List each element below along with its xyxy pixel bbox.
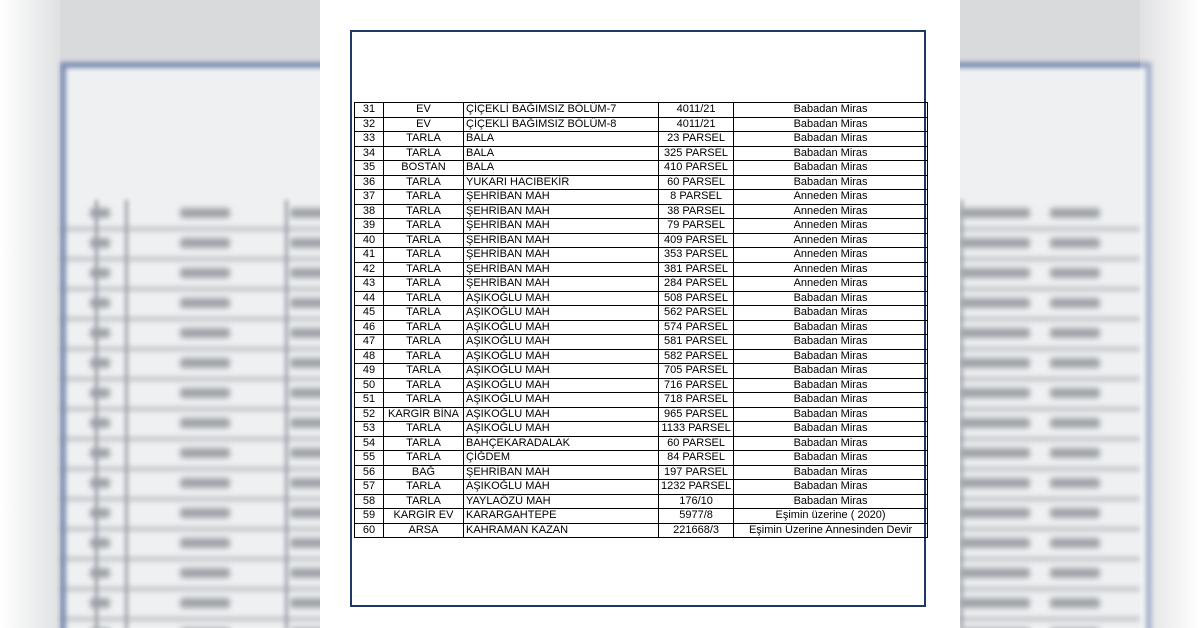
acquisition-source-cell: Anneden Miras (734, 262, 928, 277)
acquisition-source-cell: Anneden Miras (734, 204, 928, 219)
blurred-text-block (1050, 358, 1100, 368)
table-row (355, 161, 928, 176)
acquisition-source-cell: Babadan Miras (734, 306, 928, 321)
table-row (355, 465, 928, 480)
blurred-text-block (180, 538, 230, 548)
parcel-number-cell: 718 PARSEL (659, 393, 734, 408)
table-row (355, 204, 928, 219)
location-cell: AŞIKOĞLU MAH (464, 364, 659, 379)
blurred-text-block (180, 328, 230, 338)
row-number-cell: 36 (355, 175, 384, 190)
blurred-text-block (180, 508, 230, 518)
table-row (355, 117, 928, 132)
table-row (355, 523, 928, 538)
blurred-text-block (960, 238, 1030, 248)
parcel-number-cell: 1133 PARSEL (659, 422, 734, 437)
blurred-text-block (90, 538, 110, 548)
location-cell: AŞIKOĞLU MAH (464, 480, 659, 495)
property-type-cell: TARLA (384, 494, 464, 509)
table-row (355, 233, 928, 248)
blurred-text-block (1050, 568, 1100, 578)
property-type-cell: TARLA (384, 335, 464, 350)
row-number-cell: 35 (355, 161, 384, 176)
acquisition-source-cell: Babadan Miras (734, 320, 928, 335)
row-number-cell: 44 (355, 291, 384, 306)
blurred-text-block (960, 388, 1030, 398)
blurred-text-block (960, 418, 1030, 428)
acquisition-source-cell: Babadan Miras (734, 349, 928, 364)
row-number-cell: 47 (355, 335, 384, 350)
parcel-number-cell: 1232 PARSEL (659, 480, 734, 495)
row-number-cell: 33 (355, 132, 384, 147)
blurred-text-block (180, 568, 230, 578)
acquisition-source-cell: Babadan Miras (734, 103, 928, 118)
property-type-cell: TARLA (384, 378, 464, 393)
blurred-text-block (1050, 268, 1100, 278)
acquisition-source-cell: Babadan Miras (734, 117, 928, 132)
acquisition-source-cell: Babadan Miras (734, 465, 928, 480)
property-type-cell: TARLA (384, 480, 464, 495)
row-number-cell: 32 (355, 117, 384, 132)
row-number-cell: 34 (355, 146, 384, 161)
location-cell: ŞEHRİBAN MAH (464, 262, 659, 277)
property-type-cell: EV (384, 117, 464, 132)
acquisition-source-cell: Babadan Miras (734, 480, 928, 495)
blurred-text-block (90, 508, 110, 518)
row-number-cell: 50 (355, 378, 384, 393)
property-type-cell: KARGİR EV (384, 509, 464, 524)
blurred-text-block (1050, 598, 1100, 608)
blurred-text-block (960, 268, 1030, 278)
blurred-text-block (960, 298, 1030, 308)
blurred-text-block (90, 328, 110, 338)
table-row (355, 451, 928, 466)
row-number-cell: 48 (355, 349, 384, 364)
location-cell: YUKARI HACIBEKİR (464, 175, 659, 190)
parcel-number-cell: 4011/21 (659, 117, 734, 132)
location-cell: ŞEHRİBAN MAH (464, 219, 659, 234)
parcel-number-cell: 176/10 (659, 494, 734, 509)
parcel-number-cell: 582 PARSEL (659, 349, 734, 364)
location-cell: BALA (464, 161, 659, 176)
parcel-number-cell: 965 PARSEL (659, 407, 734, 422)
acquisition-source-cell: Babadan Miras (734, 393, 928, 408)
blurred-text-block (960, 568, 1030, 578)
edge-fade (1140, 0, 1200, 628)
acquisition-source-cell: Eşimin Üzerine Annesinden Devir (734, 523, 928, 538)
location-cell: BALA (464, 146, 659, 161)
blurred-text-block (180, 388, 230, 398)
blurred-text-block (180, 268, 230, 278)
blurred-text-block (1050, 208, 1100, 218)
table-row (355, 320, 928, 335)
table-row (355, 262, 928, 277)
location-cell: AŞIKOĞLU MAH (464, 320, 659, 335)
blurred-text-block (960, 508, 1030, 518)
blurred-text-block (90, 418, 110, 428)
row-number-cell: 52 (355, 407, 384, 422)
row-number-cell: 59 (355, 509, 384, 524)
table-row (355, 219, 928, 234)
blurred-divider (285, 200, 288, 628)
property-type-cell: EV (384, 103, 464, 118)
table-row (355, 494, 928, 509)
acquisition-source-cell: Eşimin üzerine ( 2020) (734, 509, 928, 524)
property-type-cell: TARLA (384, 320, 464, 335)
table-row (355, 146, 928, 161)
blurred-text-block (90, 298, 110, 308)
acquisition-source-cell: Anneden Miras (734, 277, 928, 292)
acquisition-source-cell: Anneden Miras (734, 233, 928, 248)
acquisition-source-cell: Babadan Miras (734, 161, 928, 176)
parcel-number-cell: 38 PARSEL (659, 204, 734, 219)
parcel-number-cell: 84 PARSEL (659, 451, 734, 466)
blurred-text-block (1050, 388, 1100, 398)
property-type-cell: BOSTAN (384, 161, 464, 176)
parcel-number-cell: 353 PARSEL (659, 248, 734, 263)
row-number-cell: 37 (355, 190, 384, 205)
location-cell: ŞEHRİBAN MAH (464, 248, 659, 263)
parcel-number-cell: 284 PARSEL (659, 277, 734, 292)
row-number-cell: 51 (355, 393, 384, 408)
parcel-number-cell: 508 PARSEL (659, 291, 734, 306)
location-cell: ŞEHRİBAN MAH (464, 190, 659, 205)
row-number-cell: 31 (355, 103, 384, 118)
blurred-text-block (960, 598, 1030, 608)
row-number-cell: 54 (355, 436, 384, 451)
property-type-cell: TARLA (384, 132, 464, 147)
property-type-cell: TARLA (384, 248, 464, 263)
row-number-cell: 56 (355, 465, 384, 480)
table-row (355, 277, 928, 292)
blurred-text-block (180, 358, 230, 368)
table-row (355, 306, 928, 321)
property-type-cell: TARLA (384, 451, 464, 466)
blurred-text-block (180, 298, 230, 308)
table-row (355, 364, 928, 379)
location-cell: AŞIKOĞLU MAH (464, 422, 659, 437)
row-number-cell: 60 (355, 523, 384, 538)
property-type-cell: TARLA (384, 277, 464, 292)
location-cell: ŞEHRİBAN MAH (464, 204, 659, 219)
property-type-cell: KARGİR BİNA (384, 407, 464, 422)
parcel-number-cell: 4011/21 (659, 103, 734, 118)
table-row (355, 422, 928, 437)
row-number-cell: 45 (355, 306, 384, 321)
location-cell: AŞIKOĞLU MAH (464, 378, 659, 393)
property-type-cell: TARLA (384, 306, 464, 321)
row-number-cell: 39 (355, 219, 384, 234)
blurred-divider (95, 200, 98, 628)
table-row (355, 407, 928, 422)
acquisition-source-cell: Anneden Miras (734, 190, 928, 205)
blurred-text-block (90, 598, 110, 608)
document-frame (350, 30, 926, 607)
property-type-cell: TARLA (384, 233, 464, 248)
property-type-cell: TARLA (384, 364, 464, 379)
table-row (355, 248, 928, 263)
table-row (355, 132, 928, 147)
acquisition-source-cell: Babadan Miras (734, 407, 928, 422)
parcel-number-cell: 5977/8 (659, 509, 734, 524)
location-cell: AŞIKOĞLU MAH (464, 393, 659, 408)
blurred-text-block (1050, 508, 1100, 518)
blurred-text-block (1050, 298, 1100, 308)
table-row (355, 349, 928, 364)
parcel-number-cell: 60 PARSEL (659, 175, 734, 190)
blurred-text-block (1050, 328, 1100, 338)
location-cell: BALA (464, 132, 659, 147)
blurred-text-block (180, 418, 230, 428)
acquisition-source-cell: Babadan Miras (734, 436, 928, 451)
row-number-cell: 53 (355, 422, 384, 437)
row-number-cell: 57 (355, 480, 384, 495)
row-number-cell: 55 (355, 451, 384, 466)
location-cell: KARARGAHTEPE (464, 509, 659, 524)
parcel-number-cell: 23 PARSEL (659, 132, 734, 147)
acquisition-source-cell: Babadan Miras (734, 146, 928, 161)
blurred-divider (125, 200, 128, 628)
row-number-cell: 38 (355, 204, 384, 219)
blurred-text-block (90, 358, 110, 368)
location-cell: ŞEHRİBAN MAH (464, 465, 659, 480)
table-row (355, 335, 928, 350)
parcel-number-cell: 409 PARSEL (659, 233, 734, 248)
document-page (320, 0, 960, 628)
blurred-text-block (1050, 478, 1100, 488)
property-table (354, 102, 928, 538)
location-cell: ŞEHRİBAN MAH (464, 233, 659, 248)
blurred-divider (960, 200, 963, 628)
parcel-number-cell: 8 PARSEL (659, 190, 734, 205)
parcel-number-cell: 562 PARSEL (659, 306, 734, 321)
blurred-text-block (960, 478, 1030, 488)
parcel-number-cell: 716 PARSEL (659, 378, 734, 393)
blurred-text-block (90, 478, 110, 488)
blurred-text-block (1050, 538, 1100, 548)
parcel-number-cell: 381 PARSEL (659, 262, 734, 277)
location-cell: AŞIKOĞLU MAH (464, 306, 659, 321)
property-type-cell: TARLA (384, 146, 464, 161)
table-row (355, 436, 928, 451)
parcel-number-cell: 705 PARSEL (659, 364, 734, 379)
blurred-text-block (960, 538, 1030, 548)
location-cell: ÇİÇEKLİ BAĞIMSIZ BÖLÜM-8 (464, 117, 659, 132)
blurred-text-block (90, 568, 110, 578)
acquisition-source-cell: Babadan Miras (734, 335, 928, 350)
parcel-number-cell: 60 PARSEL (659, 436, 734, 451)
blurred-text-block (960, 448, 1030, 458)
row-number-cell: 58 (355, 494, 384, 509)
acquisition-source-cell: Babadan Miras (734, 422, 928, 437)
property-type-cell: BAĞ (384, 465, 464, 480)
acquisition-source-cell: Babadan Miras (734, 364, 928, 379)
property-type-cell: TARLA (384, 393, 464, 408)
property-type-cell: TARLA (384, 204, 464, 219)
location-cell: AŞIKOĞLU MAH (464, 291, 659, 306)
property-type-cell: TARLA (384, 422, 464, 437)
blurred-text-block (1050, 238, 1100, 248)
row-number-cell: 46 (355, 320, 384, 335)
location-cell: BAHÇEKARADALAK (464, 436, 659, 451)
table-row (355, 291, 928, 306)
property-type-cell: TARLA (384, 175, 464, 190)
location-cell: AŞIKOĞLU MAH (464, 335, 659, 350)
blurred-text-block (180, 478, 230, 488)
parcel-number-cell: 574 PARSEL (659, 320, 734, 335)
property-type-cell: TARLA (384, 291, 464, 306)
parcel-number-cell: 410 PARSEL (659, 161, 734, 176)
acquisition-source-cell: Babadan Miras (734, 494, 928, 509)
blurred-text-block (180, 238, 230, 248)
location-cell: ŞEHRİBAN MAH (464, 277, 659, 292)
acquisition-source-cell: Babadan Miras (734, 378, 928, 393)
blurred-text-block (90, 208, 110, 218)
location-cell: YAYLAÖZÜ MAH (464, 494, 659, 509)
acquisition-source-cell: Anneden Miras (734, 219, 928, 234)
blurred-text-block (90, 448, 110, 458)
blurred-text-block (180, 448, 230, 458)
location-cell: ÇİĞDEM (464, 451, 659, 466)
property-type-cell: TARLA (384, 262, 464, 277)
blurred-text-block (180, 208, 230, 218)
blurred-text-block (90, 388, 110, 398)
location-cell: AŞIKOĞLU MAH (464, 349, 659, 364)
acquisition-source-cell: Babadan Miras (734, 451, 928, 466)
table-row (355, 480, 928, 495)
location-cell: KAHRAMAN KAZAN (464, 523, 659, 538)
blurred-text-block (1050, 418, 1100, 428)
blurred-text-block (960, 208, 1030, 218)
parcel-number-cell: 79 PARSEL (659, 219, 734, 234)
property-table-body (355, 103, 928, 538)
property-type-cell: TARLA (384, 219, 464, 234)
row-number-cell: 49 (355, 364, 384, 379)
blurred-text-block (180, 598, 230, 608)
parcel-number-cell: 581 PARSEL (659, 335, 734, 350)
blurred-text-block (960, 358, 1030, 368)
acquisition-source-cell: Babadan Miras (734, 175, 928, 190)
parcel-number-cell: 221668/3 (659, 523, 734, 538)
property-type-cell: TARLA (384, 436, 464, 451)
row-number-cell: 43 (355, 277, 384, 292)
table-row (355, 393, 928, 408)
acquisition-source-cell: Babadan Miras (734, 291, 928, 306)
parcel-number-cell: 325 PARSEL (659, 146, 734, 161)
acquisition-source-cell: Babadan Miras (734, 132, 928, 147)
blurred-text-block (960, 328, 1030, 338)
blurred-text-block (90, 238, 110, 248)
property-type-cell: ARSA (384, 523, 464, 538)
row-number-cell: 40 (355, 233, 384, 248)
table-row (355, 509, 928, 524)
edge-fade (0, 0, 60, 628)
parcel-number-cell: 197 PARSEL (659, 465, 734, 480)
blurred-text-block (1050, 448, 1100, 458)
property-type-cell: TARLA (384, 190, 464, 205)
location-cell: ÇİÇEKLİ BAĞIMSIZ BÖLÜM-7 (464, 103, 659, 118)
property-type-cell: TARLA (384, 349, 464, 364)
location-cell: AŞIKOĞLU MAH (464, 407, 659, 422)
table-row (355, 378, 928, 393)
blurred-text-block (90, 268, 110, 278)
row-number-cell: 42 (355, 262, 384, 277)
table-row (355, 175, 928, 190)
acquisition-source-cell: Anneden Miras (734, 248, 928, 263)
table-row (355, 103, 928, 118)
table-row (355, 190, 928, 205)
row-number-cell: 41 (355, 248, 384, 263)
